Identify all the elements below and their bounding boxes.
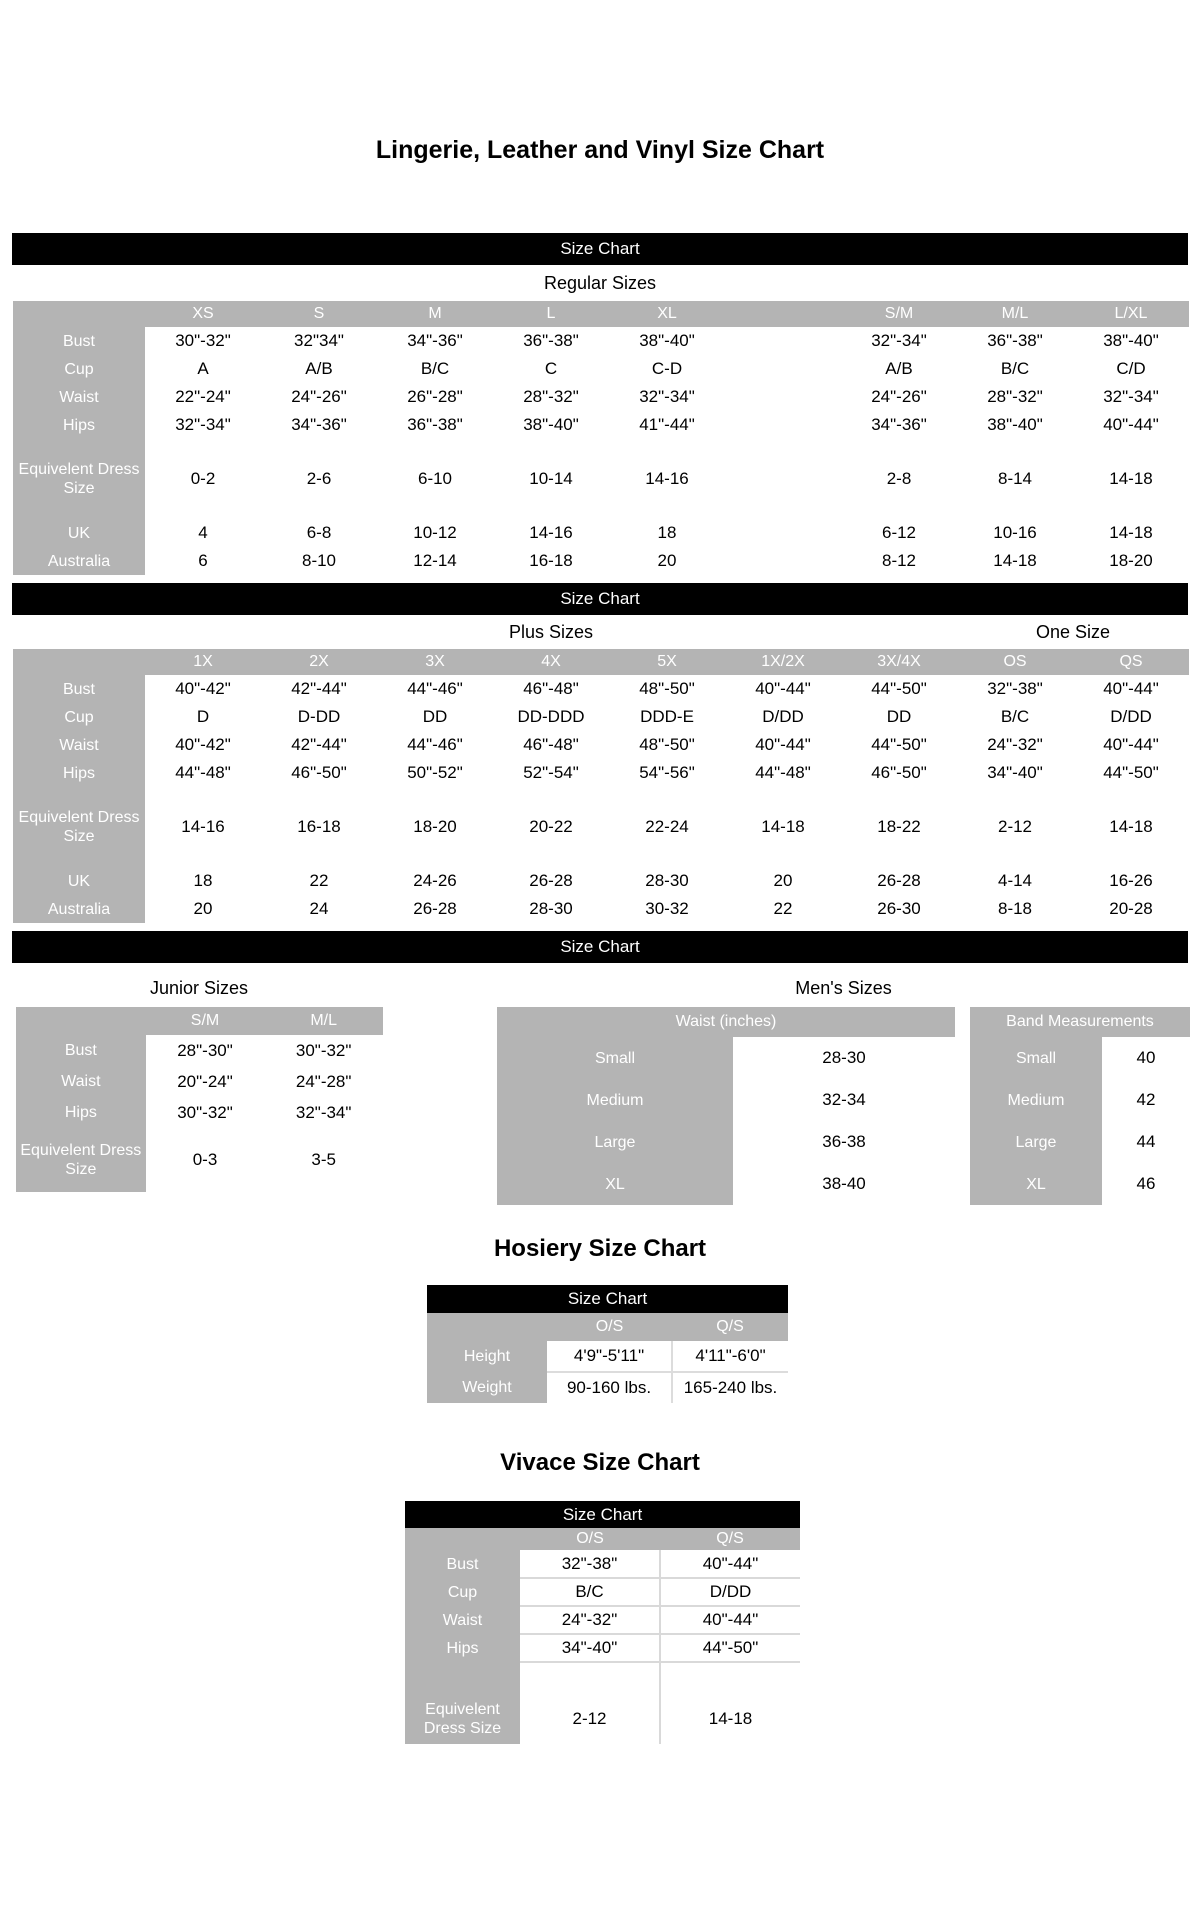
size-cell: 22 <box>725 895 841 923</box>
size-cell: 28"-30" <box>146 1035 265 1066</box>
size-cell: 18-22 <box>841 787 957 867</box>
column-header: M <box>377 301 493 327</box>
row-label: Equivelent Dress Size <box>13 439 145 519</box>
size-cell: 24 <box>261 895 377 923</box>
hosiery-block <box>427 1285 788 1403</box>
row-label: Cup <box>13 355 145 383</box>
column-header: S <box>261 301 377 327</box>
size-cell: 24"-28" <box>264 1066 383 1097</box>
plus-section-labels <box>13 615 1189 649</box>
column-header: M/L <box>957 301 1073 327</box>
size-cell: A/B <box>841 355 957 383</box>
size-cell: 4-14 <box>957 867 1073 895</box>
column-header: XL <box>609 301 725 327</box>
size-cell: 20 <box>609 547 725 575</box>
size-cell: 44"-48" <box>725 759 841 787</box>
size-cell: 8-18 <box>957 895 1073 923</box>
column-header: 2X <box>261 649 377 675</box>
size-cell <box>725 355 841 383</box>
size-cell: 44"-46" <box>377 731 493 759</box>
row-label: Australia <box>13 547 145 575</box>
column-header: 3X/4X <box>841 649 957 675</box>
mens-waist-table <box>497 1007 955 1205</box>
vivace-table <box>405 1528 800 1744</box>
size-cell <box>660 1662 800 1694</box>
size-cell: 8-14 <box>957 439 1073 519</box>
table-row <box>497 1079 955 1121</box>
size-cell <box>725 547 841 575</box>
header-row <box>970 1007 1190 1037</box>
column-header: QS <box>1073 649 1189 675</box>
row-label: Small <box>497 1037 733 1079</box>
column-header: Q/S <box>660 1528 800 1550</box>
size-cell: 40"-44" <box>1073 731 1189 759</box>
row-label <box>405 1662 520 1694</box>
column-header <box>13 301 145 327</box>
size-cell: 20-28 <box>1073 895 1189 923</box>
size-cell: 20"-24" <box>146 1066 265 1097</box>
hosiery-table <box>427 1313 788 1403</box>
size-cell: 2-8 <box>841 439 957 519</box>
size-cell: C-D <box>609 355 725 383</box>
size-cell: 32-34 <box>733 1079 955 1121</box>
size-cell: 18-20 <box>1073 547 1189 575</box>
size-cell: 40"-44" <box>660 1606 800 1634</box>
size-cell: 46"-50" <box>261 759 377 787</box>
mens-sizes-label: Men's Sizes <box>795 978 892 998</box>
table-row <box>16 1066 383 1097</box>
column-header: O/S <box>547 1313 672 1341</box>
size-cell: 2-6 <box>261 439 377 519</box>
size-cell: 40"-44" <box>725 731 841 759</box>
table-row <box>405 1578 800 1606</box>
size-cell: 44"-48" <box>145 759 261 787</box>
size-cell: 48"-50" <box>609 731 725 759</box>
column-header: 1X/2X <box>725 649 841 675</box>
size-cell: 46"-48" <box>493 675 609 703</box>
row-label: Bust <box>405 1550 520 1578</box>
column-header: Band Measurements <box>970 1007 1190 1037</box>
size-cell: 42 <box>1102 1079 1190 1121</box>
row-label: Cup <box>405 1578 520 1606</box>
size-cell: 20-22 <box>493 787 609 867</box>
column-header: 1X <box>145 649 261 675</box>
row-label: Small <box>970 1037 1102 1079</box>
row-label: Equivelent Dress Size <box>13 787 145 867</box>
size-cell: 42"-44" <box>261 731 377 759</box>
table-row <box>427 1372 788 1403</box>
table-row <box>13 547 1189 575</box>
size-cell: 30-32 <box>609 895 725 923</box>
size-cell: 32"-34" <box>264 1097 383 1128</box>
row-label: UK <box>13 867 145 895</box>
table-row <box>13 519 1189 547</box>
size-cell: 41"-44" <box>609 411 725 439</box>
size-cell: 4'9"-5'11" <box>547 1341 672 1372</box>
size-cell: 6 <box>145 547 261 575</box>
size-cell: 22 <box>261 867 377 895</box>
size-cell: 40"-44" <box>660 1550 800 1578</box>
size-cell: 52"-54" <box>493 759 609 787</box>
size-cell: B/C <box>957 355 1073 383</box>
size-cell: 14-16 <box>609 439 725 519</box>
size-cell: 54"-56" <box>609 759 725 787</box>
size-cell: 90-160 lbs. <box>547 1372 672 1403</box>
size-cell: B/C <box>520 1578 660 1606</box>
size-cell: 26"-28" <box>377 383 493 411</box>
size-cell <box>725 383 841 411</box>
header-row <box>405 1528 800 1550</box>
table-row <box>13 759 1189 787</box>
row-label: Bust <box>16 1035 146 1066</box>
column-header <box>725 301 841 327</box>
size-cell: 32"34" <box>261 327 377 355</box>
mens-sizes-block <box>497 973 1190 1205</box>
size-cell: 24"-26" <box>841 383 957 411</box>
size-cell <box>725 411 841 439</box>
hosiery-title: Hosiery Size Chart <box>493 1235 707 1262</box>
size-cell: B/C <box>957 703 1073 731</box>
size-chart-bar: Size Chart <box>405 1501 800 1528</box>
size-cell: 44"-50" <box>1073 759 1189 787</box>
size-cell: 36-38 <box>733 1121 955 1163</box>
size-cell: 32"-38" <box>957 675 1073 703</box>
column-header: Q/S <box>672 1313 788 1341</box>
size-cell: D <box>145 703 261 731</box>
junior-mens-section <box>15 973 1200 1205</box>
size-cell: 24-26 <box>377 867 493 895</box>
table-row <box>970 1121 1190 1163</box>
size-cell: DD <box>377 703 493 731</box>
size-cell: DDD-E <box>609 703 725 731</box>
column-header: OS <box>957 649 1073 675</box>
table-row <box>405 1550 800 1578</box>
size-cell: 14-16 <box>493 519 609 547</box>
row-label: Bust <box>13 327 145 355</box>
column-header: L <box>493 301 609 327</box>
table-row <box>497 1037 955 1079</box>
size-cell: C/D <box>1073 355 1189 383</box>
mens-tables <box>497 1007 1190 1205</box>
size-cell: 44 <box>1102 1121 1190 1163</box>
size-cell: 10-14 <box>493 439 609 519</box>
table-row <box>13 327 1189 355</box>
size-cell: 30"-32" <box>146 1097 265 1128</box>
table-row <box>970 1079 1190 1121</box>
size-cell: 44"-50" <box>660 1634 800 1662</box>
size-cell: 32"-34" <box>145 411 261 439</box>
regular-sizes-table <box>13 301 1189 575</box>
row-label: UK <box>13 519 145 547</box>
vivace-title: Vivace Size Chart <box>500 1449 700 1476</box>
column-header <box>13 649 145 675</box>
size-cell: 20 <box>145 895 261 923</box>
size-cell: DD-DDD <box>493 703 609 731</box>
size-cell: 28-30 <box>733 1037 955 1079</box>
size-cell: DD <box>841 703 957 731</box>
size-cell: 24"-32" <box>520 1606 660 1634</box>
row-label: XL <box>497 1163 733 1205</box>
size-chart-bar: Size Chart <box>12 583 1188 615</box>
size-cell: 12-14 <box>377 547 493 575</box>
row-label: Equivelent Dress Size <box>405 1694 520 1744</box>
column-header: O/S <box>520 1528 660 1550</box>
size-cell: 36"-38" <box>957 327 1073 355</box>
table-row <box>13 675 1189 703</box>
size-cell: 32"-34" <box>841 327 957 355</box>
size-cell: 48"-50" <box>609 675 725 703</box>
size-cell: 40"-42" <box>145 731 261 759</box>
table-row <box>970 1037 1190 1079</box>
column-header <box>405 1528 520 1550</box>
row-label: Bust <box>13 675 145 703</box>
size-cell: 36"-38" <box>493 327 609 355</box>
row-label: Large <box>970 1121 1102 1163</box>
one-size-label: One Size <box>1035 622 1111 642</box>
size-cell: 44"-50" <box>841 675 957 703</box>
size-cell: 26-30 <box>841 895 957 923</box>
size-cell: 2-12 <box>520 1694 660 1744</box>
table-row <box>497 1121 955 1163</box>
size-cell: 40"-44" <box>725 675 841 703</box>
table-row <box>16 1097 383 1128</box>
table-row <box>13 867 1189 895</box>
size-cell: 18 <box>145 867 261 895</box>
size-cell: 38"-40" <box>1073 327 1189 355</box>
row-label: Medium <box>970 1079 1102 1121</box>
table-row <box>13 787 1189 867</box>
size-cell: 30"-32" <box>264 1035 383 1066</box>
row-label: Waist <box>13 731 145 759</box>
table-row <box>16 1128 383 1192</box>
size-cell: 38"-40" <box>609 327 725 355</box>
size-cell: 40"-44" <box>1073 675 1189 703</box>
size-cell: 38"-40" <box>957 411 1073 439</box>
plus-sizes-label: Plus Sizes <box>508 622 594 642</box>
table-row <box>970 1163 1190 1205</box>
size-cell: 10-16 <box>957 519 1073 547</box>
vivace-block <box>405 1501 800 1744</box>
size-cell: 28-30 <box>493 895 609 923</box>
size-cell: 14-18 <box>957 547 1073 575</box>
size-cell: 40"-44" <box>1073 411 1189 439</box>
size-cell: 14-18 <box>1073 519 1189 547</box>
size-cell: C <box>493 355 609 383</box>
column-header <box>16 1007 146 1035</box>
size-cell: 46"-48" <box>493 731 609 759</box>
row-label: Large <box>497 1121 733 1163</box>
column-header: 3X <box>377 649 493 675</box>
size-cell: D-DD <box>261 703 377 731</box>
size-cell: 3-5 <box>264 1128 383 1192</box>
size-cell: 42"-44" <box>261 675 377 703</box>
row-label: Hips <box>405 1634 520 1662</box>
size-cell <box>725 327 841 355</box>
size-cell: 34"-36" <box>261 411 377 439</box>
header-row <box>13 301 1189 327</box>
size-cell: 16-18 <box>261 787 377 867</box>
row-label: Hips <box>13 411 145 439</box>
column-header: S/M <box>841 301 957 327</box>
size-cell: 14-18 <box>725 787 841 867</box>
column-header: 4X <box>493 649 609 675</box>
size-cell: 46 <box>1102 1163 1190 1205</box>
row-label: Medium <box>497 1079 733 1121</box>
size-cell: 26-28 <box>377 895 493 923</box>
size-cell: 0-2 <box>145 439 261 519</box>
size-cell: 28"-32" <box>957 383 1073 411</box>
size-cell: 20 <box>725 867 841 895</box>
size-chart-bar: Size Chart <box>12 233 1188 265</box>
size-cell: 38-40 <box>733 1163 955 1205</box>
table-row <box>13 383 1189 411</box>
column-header: S/M <box>146 1007 265 1035</box>
size-cell: 34"-36" <box>841 411 957 439</box>
table-row <box>427 1341 788 1372</box>
column-header: 5X <box>609 649 725 675</box>
size-cell: 40"-42" <box>145 675 261 703</box>
junior-sizes-table <box>16 1007 383 1192</box>
row-label: Height <box>427 1341 547 1372</box>
table-row <box>13 895 1189 923</box>
table-row <box>13 439 1189 519</box>
size-cell: 30"-32" <box>145 327 261 355</box>
junior-sizes-label: Junior Sizes <box>149 978 249 998</box>
size-cell: 6-10 <box>377 439 493 519</box>
table-row <box>13 703 1189 731</box>
size-cell: 22"-24" <box>145 383 261 411</box>
row-label: Waist <box>13 383 145 411</box>
size-cell: 16-26 <box>1073 867 1189 895</box>
column-header <box>427 1313 547 1341</box>
row-label: Equivelent Dress Size <box>16 1128 146 1192</box>
size-cell: 24"-26" <box>261 383 377 411</box>
size-cell: D/DD <box>725 703 841 731</box>
row-label: Hips <box>13 759 145 787</box>
row-label: Hips <box>16 1097 146 1128</box>
page-title: Lingerie, Leather and Vinyl Size Chart <box>375 136 825 164</box>
size-cell: 38"-40" <box>493 411 609 439</box>
size-cell: 16-18 <box>493 547 609 575</box>
size-cell: 4'11"-6'0" <box>672 1341 788 1372</box>
header-row <box>13 649 1189 675</box>
size-cell: 50"-52" <box>377 759 493 787</box>
size-cell: 40 <box>1102 1037 1190 1079</box>
size-cell: 34"-40" <box>520 1634 660 1662</box>
size-cell: 8-10 <box>261 547 377 575</box>
size-cell: 32"-34" <box>609 383 725 411</box>
row-label: Waist <box>16 1066 146 1097</box>
row-label: Cup <box>13 703 145 731</box>
size-cell: 14-16 <box>145 787 261 867</box>
size-cell: 6-12 <box>841 519 957 547</box>
column-header: Waist (inches) <box>497 1007 955 1037</box>
size-cell: 14-18 <box>660 1694 800 1744</box>
size-cell: 8-12 <box>841 547 957 575</box>
column-header: M/L <box>264 1007 383 1035</box>
size-cell: 26-28 <box>493 867 609 895</box>
size-cell: D/DD <box>660 1578 800 1606</box>
size-cell: 28-30 <box>609 867 725 895</box>
table-row <box>497 1163 955 1205</box>
size-cell: 10-12 <box>377 519 493 547</box>
junior-sizes-block <box>15 973 383 1205</box>
size-cell <box>520 1662 660 1694</box>
size-cell: 32"-38" <box>520 1550 660 1578</box>
row-label: XL <box>970 1163 1102 1205</box>
table-row <box>405 1694 800 1744</box>
table-row <box>16 1035 383 1066</box>
header-row <box>16 1007 383 1035</box>
row-label: Weight <box>427 1372 547 1403</box>
size-cell: 18 <box>609 519 725 547</box>
size-cell: 22-24 <box>609 787 725 867</box>
row-label: Waist <box>405 1606 520 1634</box>
row-label: Australia <box>13 895 145 923</box>
header-row <box>427 1313 788 1341</box>
size-cell: A <box>145 355 261 383</box>
size-cell <box>725 519 841 547</box>
mens-band-table <box>970 1007 1190 1205</box>
header-row <box>497 1007 955 1037</box>
column-header: L/XL <box>1073 301 1189 327</box>
size-cell: B/C <box>377 355 493 383</box>
size-cell: 34"-36" <box>377 327 493 355</box>
regular-sizes-label: Regular Sizes <box>543 273 657 293</box>
size-cell: 26-28 <box>841 867 957 895</box>
size-cell: 44"-50" <box>841 731 957 759</box>
table-row <box>405 1634 800 1662</box>
size-cell: A/B <box>261 355 377 383</box>
size-cell: 4 <box>145 519 261 547</box>
size-cell: 28"-32" <box>493 383 609 411</box>
size-cell: 32"-34" <box>1073 383 1189 411</box>
size-chart-bar: Size Chart <box>12 931 1188 963</box>
size-cell: 34"-40" <box>957 759 1073 787</box>
table-row <box>405 1606 800 1634</box>
size-cell: 14-18 <box>1073 439 1189 519</box>
size-cell: D/DD <box>1073 703 1189 731</box>
table-row <box>405 1662 800 1694</box>
table-row <box>13 731 1189 759</box>
size-cell <box>725 439 841 519</box>
plus-sizes-table <box>13 649 1189 923</box>
size-cell: 24"-32" <box>957 731 1073 759</box>
size-chart-bar: Size Chart <box>427 1285 788 1313</box>
column-header: XS <box>145 301 261 327</box>
size-cell: 18-20 <box>377 787 493 867</box>
table-row <box>13 411 1189 439</box>
size-cell: 165-240 lbs. <box>672 1372 788 1403</box>
size-cell: 36"-38" <box>377 411 493 439</box>
size-cell: 44"-46" <box>377 675 493 703</box>
size-cell: 0-3 <box>146 1128 265 1192</box>
size-cell: 14-18 <box>1073 787 1189 867</box>
size-cell: 2-12 <box>957 787 1073 867</box>
size-cell: 6-8 <box>261 519 377 547</box>
table-row <box>13 355 1189 383</box>
size-cell: 46"-50" <box>841 759 957 787</box>
